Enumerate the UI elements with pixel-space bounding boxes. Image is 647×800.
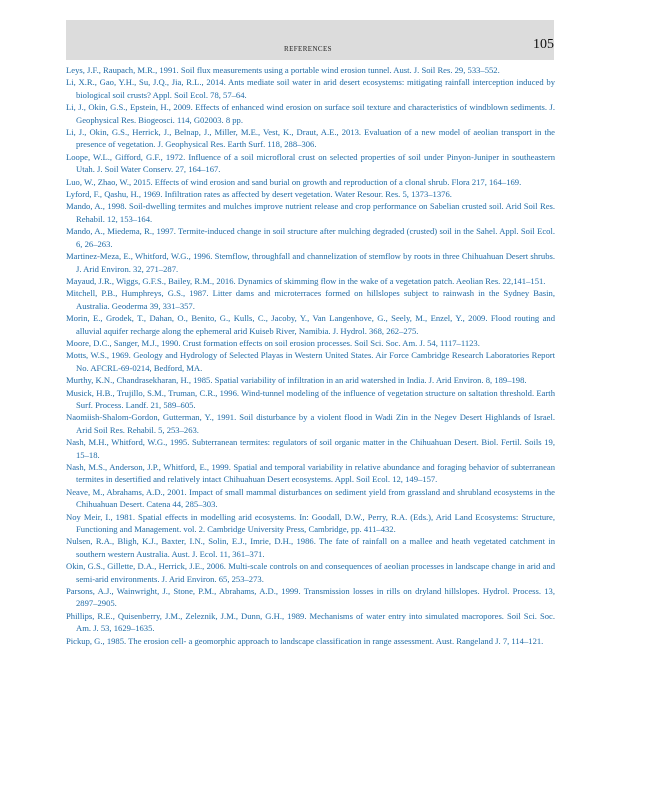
reference-entry: Motts, W.S., 1969. Geology and Hydrology of Selected Playas in Western United States. Air Force Cambridge Research Laboratories Report No. AFCRL-69-0214, Bedford, MA. <box>66 350 555 373</box>
reference-entry: Nash, M.H., Whitford, W.G., 1995. Subterranean termites: regulators of soil organic matter in the Chihuahuan Desert. Biol. Fertil. Soils 19, 15–18. <box>66 437 555 460</box>
reference-entry: Naomiish-Shalom-Gordon, Gutterman, Y., 1991. Soil disturbance by a violent flood in Wadi Zin in the Negev Desert Highlands of Israel. Arid Soil Res. Rehabil. 5, 253–263. <box>66 412 555 435</box>
reference-entry: Mayaud, J.R., Wiggs, G.F.S., Bailey, R.M., 2016. Dynamics of skimming flow in the wake of a vegetation patch. Aeolian Res. 22,141–151. <box>66 275 546 286</box>
reference-entry: Martinez-Meza, E., Whitford, W.G., 1996. Stemflow, throughfall and channelization of stemflow by roots in three Chihuahuan Desert shrubs. J. Arid Environ. 32, 271–287. <box>66 251 555 274</box>
reference-entry: Li, J., Okin, G.S., Epstein, H., 2009. Effects of enhanced wind erosion on surface soil texture and characteristics of windblown sediments. J. Geophysical Res. Biogeosci. 114, G02003. 8 pp. <box>66 102 555 125</box>
reference-entry: Murthy, K.N., Chandrasekharan, H., 1985. Spatial variability of infiltration in an arid watershed in India. J. Arid Environ. 8, 189–198. <box>66 375 527 386</box>
reference-entry: Parsons, A.J., Wainwright, J., Stone, P.M., Abrahams, A.D., 1999. Transmission losses in rills on dryland hillslopes. Hydrol. Process. 13, 2897–2905. <box>66 586 555 609</box>
reference-entry: Musick, H.B., Trujillo, S.M., Truman, C.R., 1996. Wind-tunnel modeling of the influence of vegetation structure on saltation threshold. Earth Surf. Process. Landf. 21, 589–605. <box>66 387 555 410</box>
reference-entry: Mitchell, P.B., Humphreys, G.S., 1987. Litter dams and microterraces formed on hillslopes subject to rainwash in the Sydney Basin, Australia. Geoderma 39, 331–357. <box>66 288 555 311</box>
reference-list <box>66 64 555 647</box>
reference-entry: Leys, J.F., Raupach, M.R., 1991. Soil flux measurements using a portable wind erosion tunnel. Aust. J. Soil Res. 29, 533–552. <box>66 65 500 75</box>
reference-entry: Luo, W., Zhao, W., 2015. Effects of wind erosion and sand burial on growth and reproduction of a clonal shrub. Flora 217, 164–169. <box>66 176 522 187</box>
reference-entry: Li, X.R., Gao, Y.H., Su, J.Q., Jia, R.L., 2014. Ants mediate soil water in arid desert ecosystems: mitigating rainfall interception induced by biological soil crusts? Appl. Soil Ecol. 78, 57–64. <box>66 77 555 100</box>
page-number: 105 <box>533 37 554 52</box>
running-header-title: REFERENCES <box>284 45 332 53</box>
reference-entry: Moore, D.C., Sanger, M.J., 1990. Crust formation effects on soil erosion processes. Soil Sci. Soc. Am. J. 54, 1117–1123. <box>66 337 480 348</box>
reference-entry: Morin, E., Grodek, T., Dahan, O., Benito, G., Kulls, C., Jacoby, Y., Van Langenhove, G., Seely, M., Enzel, Y., 2009. Flood routing and alluvial aquifer recharge along the ephemeral arid Kuiseb River, Namibia. J. Hydrol. 368, 262–275. <box>66 313 555 336</box>
reference-entry: Mando, A., Miedema, R., 1997. Termite-induced change in soil structure after mulching degraded (crusted) soil in the Sahel. Appl. Soil Ecol. 6, 26–263. <box>66 226 555 249</box>
reference-entry: Mando, A., 1998. Soil-dwelling termites and mulches improve nutrient release and crop performance on Sabelian crusted soil. Arid Soil Res. Rehabil. 12, 153–164. <box>66 201 555 224</box>
reference-entry: Nash, M.S., Anderson, J.P., Whitford, E., 1999. Spatial and temporal variability in relative abundance and foraging behavior of subterranean termites in desertified and relatively intact Chihuahuan Desert ecosystems. Appl. Soil Ecol. 12, 149–157. <box>66 462 555 485</box>
reference-entry: Loope, W.L., Gifford, G.F., 1972. Influence of a soil microfloral crust on selected properties of soil under Pinyon-Juniper in southeastern Utah. J. Soil Water Conserv. 27, 164–167. <box>66 151 555 175</box>
reference-entry: Nulsen, R.A., Bligh, K.J., Baxter, I.N., Solin, E.J., Imrie, D.H., 1986. The fate of rainfall on a mallee and heath vegetated catchment in southern western Australia. Aust. J. Ecol. 11, 361–371. <box>66 536 555 559</box>
reference-entry: Noy Meir, I., 1981. Spatial effects in modelling arid ecosystems. In: Goodall, D.W., Perry, R.A. (Eds.), Arid Land Ecosystems: Structure, Functioning and Management. vol. 2. Cambridge University Press, Cambridge, pp. 411–432. <box>66 511 555 535</box>
reference-entry: Neave, M., Abrahams, A.D., 2001. Impact of small mammal disturbances on sediment yield from grassland and shrubland ecosystems in the Chihuahuan Desert. Catena 44, 285–303. <box>66 486 555 510</box>
reference-entry: Okin, G.S., Gillette, D.A., Herrick, J.E., 2006. Multi-scale controls on and consequences of aeolian processes in landscape change in arid and semi-arid environments. J. Arid Environ. 65, 253–273. <box>66 561 555 584</box>
reference-entry: Lyford, F., Qashu, H., 1969. Infiltration rates as affected by desert vegetation. Water Resour. Res. 5, 1373–1376. <box>66 189 452 200</box>
reference-entry: Li, J., Okin, G.S., Herrick, J., Belnap, J., Miller, M.E., Vest, K., Draut, A.E., 2013. Evaluation of a new model of aeolian transport in the presence of vegetation. J. Geophysical Res. Earth Surf. 118, 288–306. <box>66 127 555 150</box>
page-header-band <box>66 20 554 60</box>
reference-entry: Phillips, R.E., Quisenberry, J.M., Zeleznik, J.M., Dunn, G.H., 1989. Mechanisms of water entry into simulated macropores. Soil Sci. Soc. Am. J. 53, 1629–1635. <box>66 610 555 634</box>
reference-entry: Pickup, G., 1985. The erosion cell- a geomorphic approach to landscape classification in range assessment. Aust. Rangeland J. 7, 114–121. <box>66 635 544 646</box>
